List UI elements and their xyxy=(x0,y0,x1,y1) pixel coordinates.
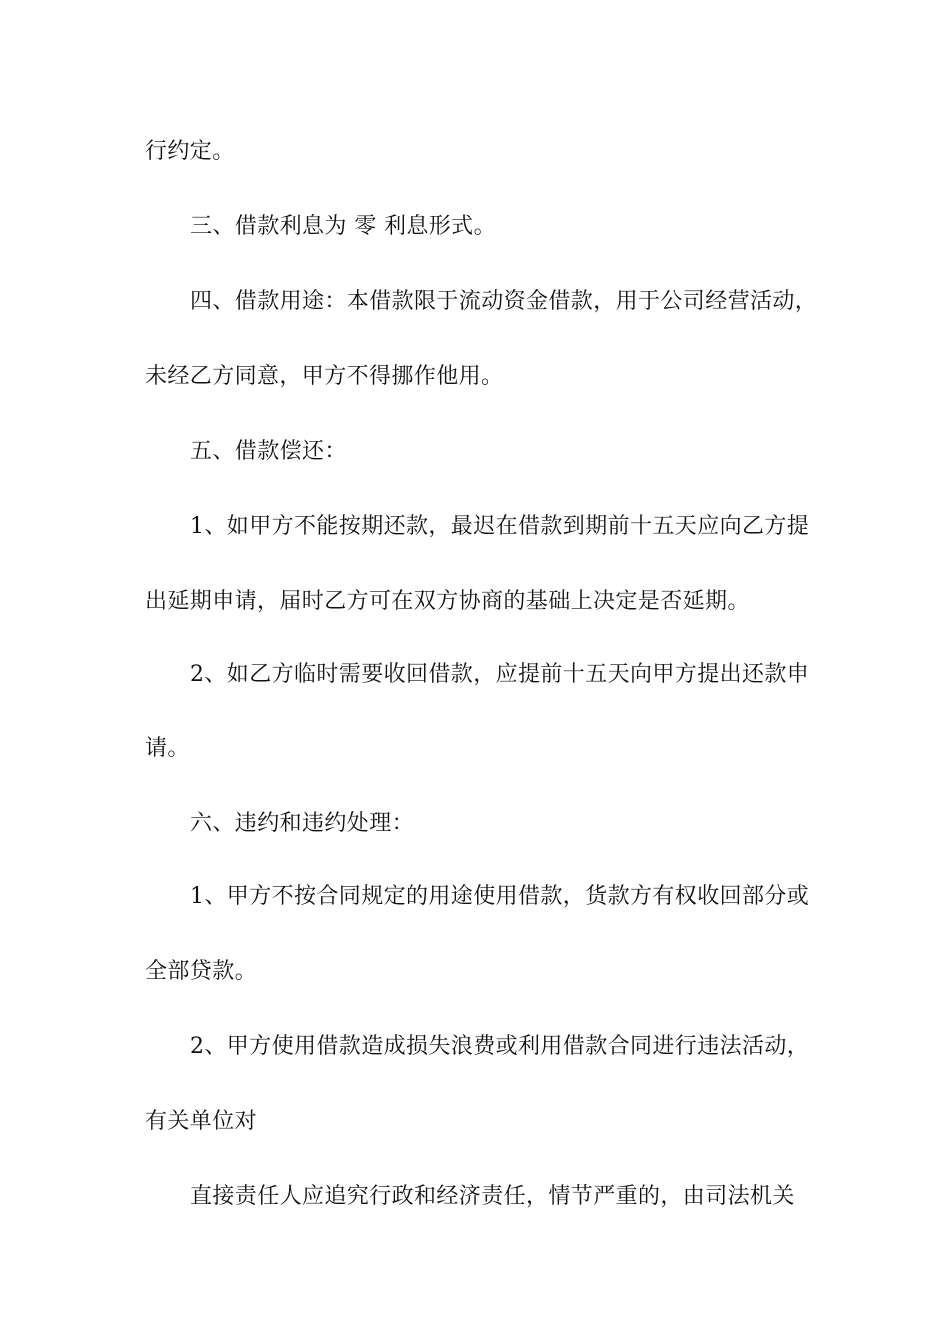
section-heading-breach: 六、违约和违约处理： xyxy=(190,811,415,836)
clause-text: 1、如甲方不能按期还款，最迟在借款到期前十五天应向乙方提 xyxy=(190,514,810,539)
clause-text: 2、甲方使用借款造成损失浪费或利用借款合同进行违法活动， xyxy=(190,1034,810,1059)
text-line: 未经乙方同意，甲方不得挪作他用。 xyxy=(145,364,504,389)
text-line: 出延期申请，届时乙方可在双方协商的基础上决定是否延期。 xyxy=(145,589,750,614)
clause-text: 1、甲方不按合同规定的用途使用借款，货款方有权收回部分或 xyxy=(190,884,810,909)
text-line: 有关单位对 xyxy=(145,1109,258,1134)
clause-text: 2、如乙方临时需要收回借款，应提前十五天向甲方提出还款申 xyxy=(190,662,810,687)
text-line: 全部贷款。 xyxy=(145,959,258,984)
section-heading-repayment: 五、借款偿还： xyxy=(190,439,347,464)
text-line: 行约定。 xyxy=(145,139,235,164)
text-line: 请。 xyxy=(145,736,190,761)
section-heading-purpose: 四、借款用途：本借款限于流动资金借款，用于公司经营活动， xyxy=(190,289,818,314)
section-heading-interest: 三、借款利息为 零 利息形式。 xyxy=(190,214,496,239)
paragraph-text: 直接责任人应追究行政和经济责任，情节严重的，由司法机关 xyxy=(190,1184,795,1209)
